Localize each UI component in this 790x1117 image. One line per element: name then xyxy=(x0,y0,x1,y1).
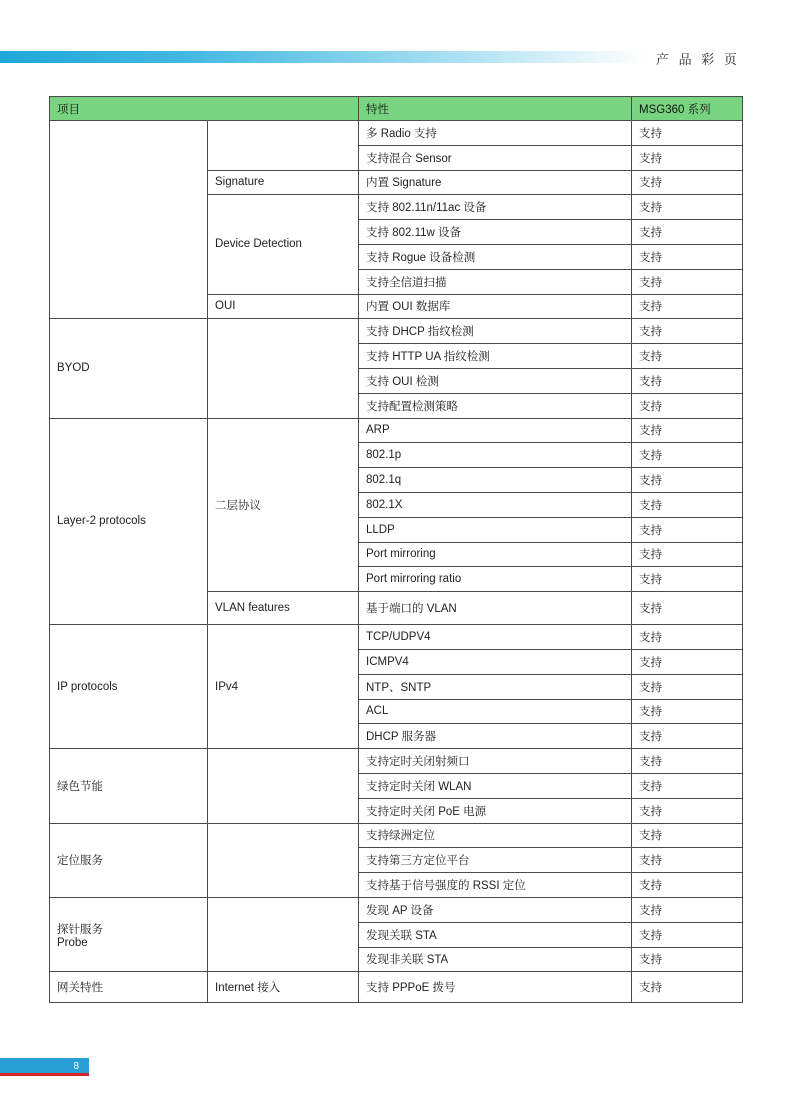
support-cell: 支持 xyxy=(632,649,743,674)
support-cell: 支持 xyxy=(632,492,743,517)
table-row xyxy=(50,972,743,1003)
feature-cell: TCP/UDPV4 xyxy=(359,625,632,650)
support-cell: 支持 xyxy=(632,220,743,245)
support-cell: 支持 xyxy=(632,170,743,195)
subcategory-cell xyxy=(208,749,359,823)
support-cell: 支持 xyxy=(632,443,743,468)
support-cell: 支持 xyxy=(632,625,743,650)
support-cell: 支持 xyxy=(632,749,743,774)
feature-cell: 支持 DHCP 指纹检测 xyxy=(359,319,632,344)
support-cell: 支持 xyxy=(632,947,743,972)
support-cell: 支持 xyxy=(632,542,743,567)
category-cell: 网关特性 xyxy=(50,972,208,1003)
table-row xyxy=(50,319,743,344)
feature-cell: 支持 PPPoE 拨号 xyxy=(359,972,632,1003)
support-cell: 支持 xyxy=(632,294,743,319)
category-cell xyxy=(50,897,208,971)
feature-cell: 支持定时关闭 WLAN xyxy=(359,773,632,798)
feature-cell: 802.1X xyxy=(359,492,632,517)
feature-cell: NTP、SNTP xyxy=(359,674,632,699)
category-label-secondary: Probe xyxy=(57,936,88,949)
header-item: 项目 xyxy=(50,97,359,121)
subcategory-cell: IPv4 xyxy=(208,625,359,749)
support-cell: 支持 xyxy=(632,344,743,369)
feature-cell: 支持基于信号强度的 RSSI 定位 xyxy=(359,873,632,898)
feature-cell: 支持混合 Sensor xyxy=(359,145,632,170)
feature-cell: 支持 HTTP UA 指纹检测 xyxy=(359,344,632,369)
support-cell: 支持 xyxy=(632,368,743,393)
feature-cell: 内置 Signature xyxy=(359,170,632,195)
header-gradient-bar xyxy=(0,51,645,63)
feature-cell: 支持 OUI 检测 xyxy=(359,368,632,393)
support-cell: 支持 xyxy=(632,418,743,443)
subcategory-cell: 二层协议 xyxy=(208,418,359,592)
category-cell: IP protocols xyxy=(50,625,208,749)
subcategory-cell: Signature xyxy=(208,170,359,195)
support-cell: 支持 xyxy=(632,517,743,542)
support-cell: 支持 xyxy=(632,773,743,798)
table-row xyxy=(50,625,743,650)
support-cell: 支持 xyxy=(632,319,743,344)
feature-cell: Port mirroring xyxy=(359,542,632,567)
feature-cell: 发现关联 STA xyxy=(359,922,632,947)
feature-cell: 支持定时关闭 PoE 电源 xyxy=(359,798,632,823)
feature-cell: 支持绿洲定位 xyxy=(359,823,632,848)
table-row xyxy=(50,749,743,774)
feature-cell: LLDP xyxy=(359,517,632,542)
feature-cell: 支持第三方定位平台 xyxy=(359,848,632,873)
feature-cell: 支持全信道扫描 xyxy=(359,269,632,294)
feature-cell: 发现非关联 STA xyxy=(359,947,632,972)
feature-cell: ARP xyxy=(359,418,632,443)
support-cell: 支持 xyxy=(632,145,743,170)
support-cell: 支持 xyxy=(632,195,743,220)
support-cell: 支持 xyxy=(632,897,743,922)
support-cell: 支持 xyxy=(632,848,743,873)
support-cell: 支持 xyxy=(632,972,743,1003)
support-cell: 支持 xyxy=(632,823,743,848)
table-header-row xyxy=(50,97,743,121)
feature-cell: 多 Radio 支持 xyxy=(359,121,632,146)
subcategory-cell: Internet 接入 xyxy=(208,972,359,1003)
subcategory-cell xyxy=(208,319,359,418)
page-number: 8 xyxy=(0,1058,89,1076)
feature-cell: 内置 OUI 数据库 xyxy=(359,294,632,319)
subcategory-cell xyxy=(208,121,359,171)
subcategory-cell: Device Detection xyxy=(208,195,359,294)
category-label: 探针服务 xyxy=(57,923,103,936)
support-cell: 支持 xyxy=(632,244,743,269)
feature-cell: DHCP 服务器 xyxy=(359,724,632,749)
table-row xyxy=(50,897,743,922)
support-cell: 支持 xyxy=(632,468,743,493)
support-cell: 支持 xyxy=(632,121,743,146)
category-cell: Layer-2 protocols xyxy=(50,418,208,625)
feature-cell: 802.1q xyxy=(359,468,632,493)
feature-cell: ACL xyxy=(359,699,632,724)
support-cell: 支持 xyxy=(632,699,743,724)
page-header-title: 产 品 彩 页 xyxy=(656,52,740,67)
feature-cell: 802.1p xyxy=(359,443,632,468)
table-row xyxy=(50,418,743,443)
feature-cell: 发现 AP 设备 xyxy=(359,897,632,922)
feature-cell: ICMPV4 xyxy=(359,649,632,674)
feature-cell: 支持 802.11w 设备 xyxy=(359,220,632,245)
subcategory-cell: OUI xyxy=(208,294,359,319)
header-feature: 特性 xyxy=(359,97,632,121)
support-cell: 支持 xyxy=(632,873,743,898)
support-cell: 支持 xyxy=(632,798,743,823)
category-cell: BYOD xyxy=(50,319,208,418)
header-model: MSG360 系列 xyxy=(632,97,743,121)
table-row xyxy=(50,823,743,848)
table-row xyxy=(50,121,743,146)
support-cell: 支持 xyxy=(632,592,743,625)
feature-cell: 基于端口的 VLAN xyxy=(359,592,632,625)
feature-cell: 支持 802.11n/11ac 设备 xyxy=(359,195,632,220)
spec-table xyxy=(49,96,743,1003)
support-cell: 支持 xyxy=(632,269,743,294)
category-cell: 定位服务 xyxy=(50,823,208,897)
support-cell: 支持 xyxy=(632,393,743,418)
feature-cell: 支持 Rogue 设备检测 xyxy=(359,244,632,269)
category-cell xyxy=(50,121,208,319)
subcategory-cell xyxy=(208,897,359,971)
subcategory-cell xyxy=(208,823,359,897)
support-cell: 支持 xyxy=(632,567,743,592)
support-cell: 支持 xyxy=(632,922,743,947)
category-cell: 绿色节能 xyxy=(50,749,208,823)
subcategory-cell: VLAN features xyxy=(208,592,359,625)
support-cell: 支持 xyxy=(632,724,743,749)
support-cell: 支持 xyxy=(632,674,743,699)
feature-cell: 支持定时关闭射频口 xyxy=(359,749,632,774)
feature-cell: 支持配置检测策略 xyxy=(359,393,632,418)
feature-cell: Port mirroring ratio xyxy=(359,567,632,592)
